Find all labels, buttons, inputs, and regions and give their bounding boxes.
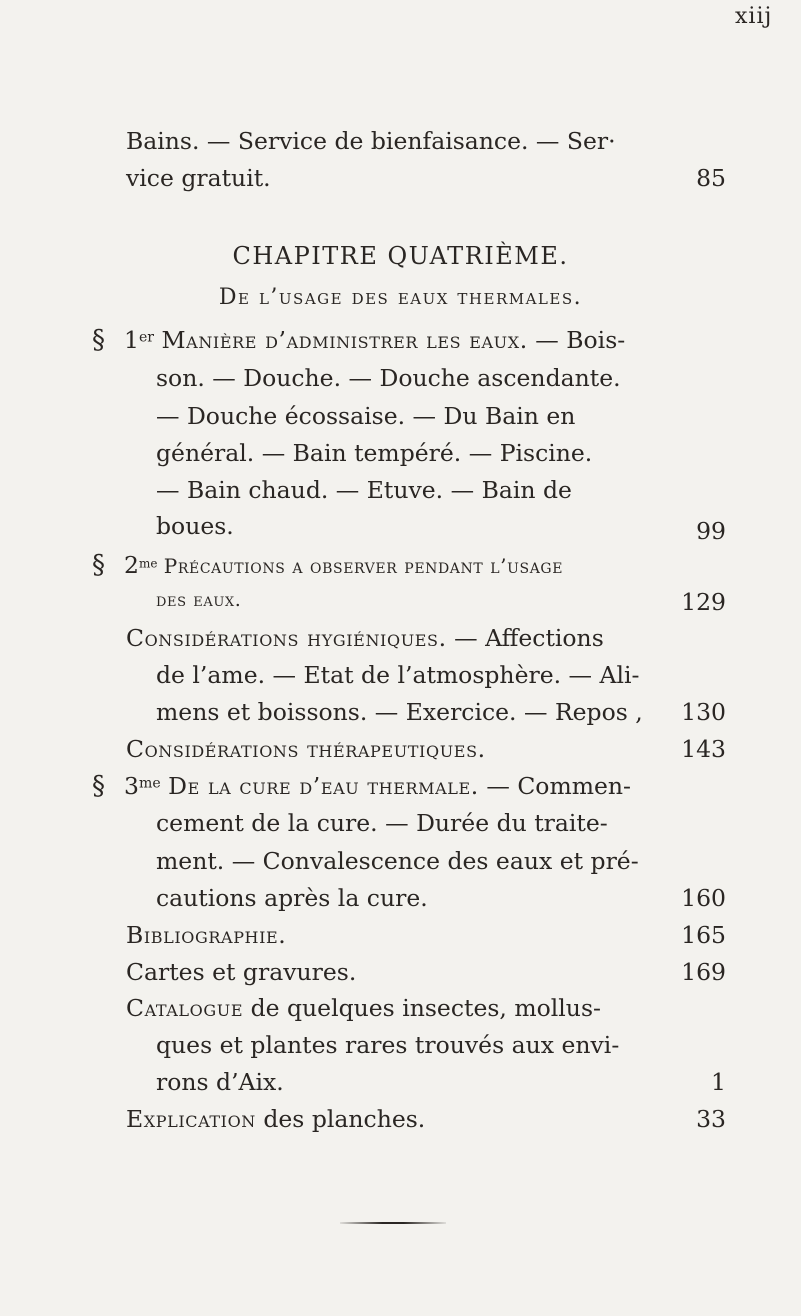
toc-line — [124, 551, 564, 579]
section-mark: § — [92, 325, 105, 355]
toc-line: cautions après la cure. — [156, 884, 428, 912]
section-ordinal: 3 — [124, 772, 139, 800]
toc-line: de l’ame. — Etat de l’atmosphère. — Ali- — [156, 661, 640, 689]
page-number: 99 — [696, 517, 726, 545]
entry-heading: Considérations hygiéniques. — [126, 624, 447, 652]
toc-line: général. — Bain tempéré. — Piscine. — [156, 439, 593, 467]
section-ordinal: 1 — [124, 326, 139, 354]
toc-line: ques et plantes rares trouvés aux envi- — [156, 1031, 620, 1059]
page-number: 130 — [681, 698, 726, 726]
entry-text: — Commen- — [478, 772, 631, 800]
toc-line: boues. — [156, 512, 234, 540]
toc-line: — Bain chaud. — Etuve. — Bain de — [156, 476, 572, 504]
toc-line: — Douche écossaise. — Du Bain en — [156, 402, 576, 430]
toc-line — [126, 624, 604, 652]
entry-heading: Manière d’administrer les eaux. — [161, 326, 528, 354]
entry-heading: Catalogue — [126, 994, 244, 1022]
entry-text: — Bois- — [527, 326, 626, 354]
toc-line — [124, 326, 626, 354]
page-number: 129 — [681, 588, 726, 616]
toc-line: des eaux. — [156, 589, 242, 611]
chapter-subtitle: De l’usage des eaux thermales. — [218, 285, 583, 310]
entry-text: — Affections — [446, 624, 604, 652]
section-mark: § — [92, 771, 105, 801]
entry-heading: De la cure d’eau thermale. — [168, 772, 479, 800]
section-mark: § — [92, 550, 105, 580]
page-number: 1 — [711, 1068, 726, 1096]
toc-line: Cartes et gravures. — [126, 958, 357, 986]
entry-heading: Précautions a observer pendant l’usage — [163, 554, 564, 578]
toc-line: Bains. — Service de bienfaisance. — Ser· — [126, 127, 616, 155]
page-number: 143 — [681, 735, 726, 763]
toc-line — [126, 1105, 426, 1133]
entry-heading: Considérations thérapeutiques. — [126, 735, 486, 763]
section-ordinal: 2 — [124, 551, 139, 579]
toc-line: mens et boissons. — Exercice. — Repos , — [156, 698, 643, 726]
entry-heading: Explication — [126, 1105, 256, 1133]
chapter-title: CHAPITRE QUATRIÈME. — [232, 242, 569, 270]
ordinal-suffix: me — [138, 556, 158, 571]
toc-line: son. — Douche. — Douche ascendante. — [156, 364, 621, 392]
page-number: 165 — [681, 921, 726, 949]
page-number: 169 — [681, 958, 726, 986]
page-number: 33 — [696, 1105, 726, 1133]
page-number: 160 — [681, 884, 726, 912]
toc-line: vice gratuit. — [126, 164, 271, 192]
entry-heading: Bibliographie. — [126, 921, 287, 949]
toc-line — [126, 994, 601, 1022]
decorative-rule — [340, 1222, 446, 1224]
entry-text: des planches. — [255, 1105, 426, 1133]
page-number: 85 — [696, 164, 726, 192]
toc-line: cement de la cure. — Durée du traite- — [156, 809, 608, 837]
ordinal-suffix: er — [138, 329, 155, 346]
entry-text: de quelques insectes, mollus- — [243, 994, 601, 1022]
ordinal-suffix: me — [138, 775, 161, 792]
toc-line: ment. — Convalescence des eaux et pré- — [156, 847, 639, 875]
toc-line — [124, 772, 631, 800]
toc-line: rons d’Aix. — [156, 1068, 284, 1096]
page-folio: xiij — [735, 4, 773, 29]
